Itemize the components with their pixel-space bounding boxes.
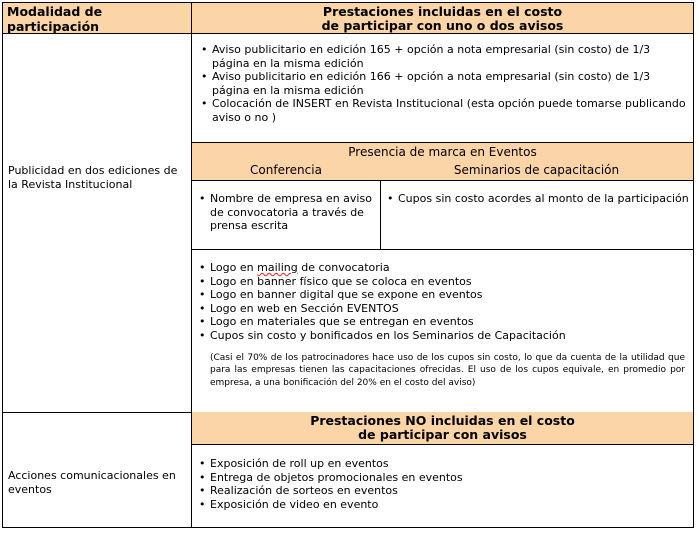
conferencia-content-cell [191,180,381,250]
logo-bullet-banner-digital: • Logo en banner digital que se expone en eventos [198,288,687,302]
row2-bullets-cell [191,444,694,528]
mailing-spellcheck-mark: mailing [257,261,298,274]
row2-bullet-objetos: • Entrega de objetos promocionales en eventos [198,471,687,485]
header-prestaciones-line2: de participar con uno o dos avisos [321,18,564,33]
conferencia-bullet-list [198,192,376,233]
header-prestaciones-cell [191,2,694,34]
row2-label-cell [2,412,192,528]
logo-bullet-list [198,261,687,343]
row2-bullet-sorteos: • Realización de sorteos en eventos [198,484,687,498]
row1-label-cell [2,33,192,413]
logo-bullet-materiales: • Logo en materiales que se entregan en eventos [198,315,687,329]
row2-header-line2: de participar con avisos [358,427,527,442]
header-modalidad-label: Modalidad de participación [7,4,103,34]
row2-bullet-video: • Exposición de video en evento [198,498,687,512]
header-prestaciones-line1: Prestaciones incluidas en el costo [322,4,563,19]
logo-bullets-cell [191,249,694,413]
seminarios-bullet-list [386,192,689,206]
row1-label: Publicidad en dos ediciones de la Revista Institucional [8,164,178,191]
logo-bullet-cupos: • Cupos sin costo y bonificados en los Seminarios de Capacitación [198,329,687,343]
brand-presence-header: Presencia de marca en Eventos [348,145,537,159]
header-modalidad-cell [2,2,192,34]
logo-bullet-mailing [198,261,687,275]
seminarios-content-cell [380,180,694,250]
logo-bullet-banner-fisico: • Logo en banner físico que se coloca en eventos [198,275,687,289]
row2-header-line1: Prestaciones NO incluidas en el costo [310,413,575,428]
logo-bullet-mailing-pre: Logo en [210,261,258,274]
conferencia-header: Conferencia [250,163,322,177]
conferencia-bullet: • Nombre de empresa en aviso de convocatoria a través de prensa escrita [198,192,376,233]
row2-bullet-list [198,457,687,511]
row2-header-cell [191,412,694,445]
row2-label: Acciones comunicacionales en eventos [8,469,176,496]
revista-bullet-list [200,43,687,125]
row2-bullet-rollup: • Exposición de roll up en eventos [198,457,687,471]
logo-bullet-mailing-post: de convocatoria [297,261,390,274]
revista-bullets-cell [191,33,694,143]
seminarios-header: Seminarios de capacitación [453,163,620,177]
logo-bullet-web: • Logo en web en Sección EVENTOS [198,302,687,316]
revista-bullet-3: • Colocación de INSERT en Revista Institucional (esta opción puede tomarse publicando aviso o no ) [200,97,687,124]
revista-bullet-2: • Aviso publicitario en edición 166 + opción a nota empresarial (sin costo) de 1/3 página en la misma edición [200,70,687,97]
seminarios-header-cell [380,161,694,181]
brand-presence-header-cell [191,142,694,162]
sponsor-note: (Casi el 70% de los patrocinadores hace uso de los cupos sin costo, lo que da cuenta de la utilidad que para las empresas tienen las capacitaciones ofrecidas. El uso de los cupos equivale, en promedio por empresa, a una bonificación del 20% en el costo del aviso) [210,352,685,388]
conferencia-header-cell [191,161,381,181]
seminarios-bullet: • Cupos sin costo acordes al monto de la participación [386,192,689,206]
revista-bullet-1: • Aviso publicitario en edición 165 + opción a nota empresarial (sin costo) de 1/3 página en la misma edición [200,43,687,70]
